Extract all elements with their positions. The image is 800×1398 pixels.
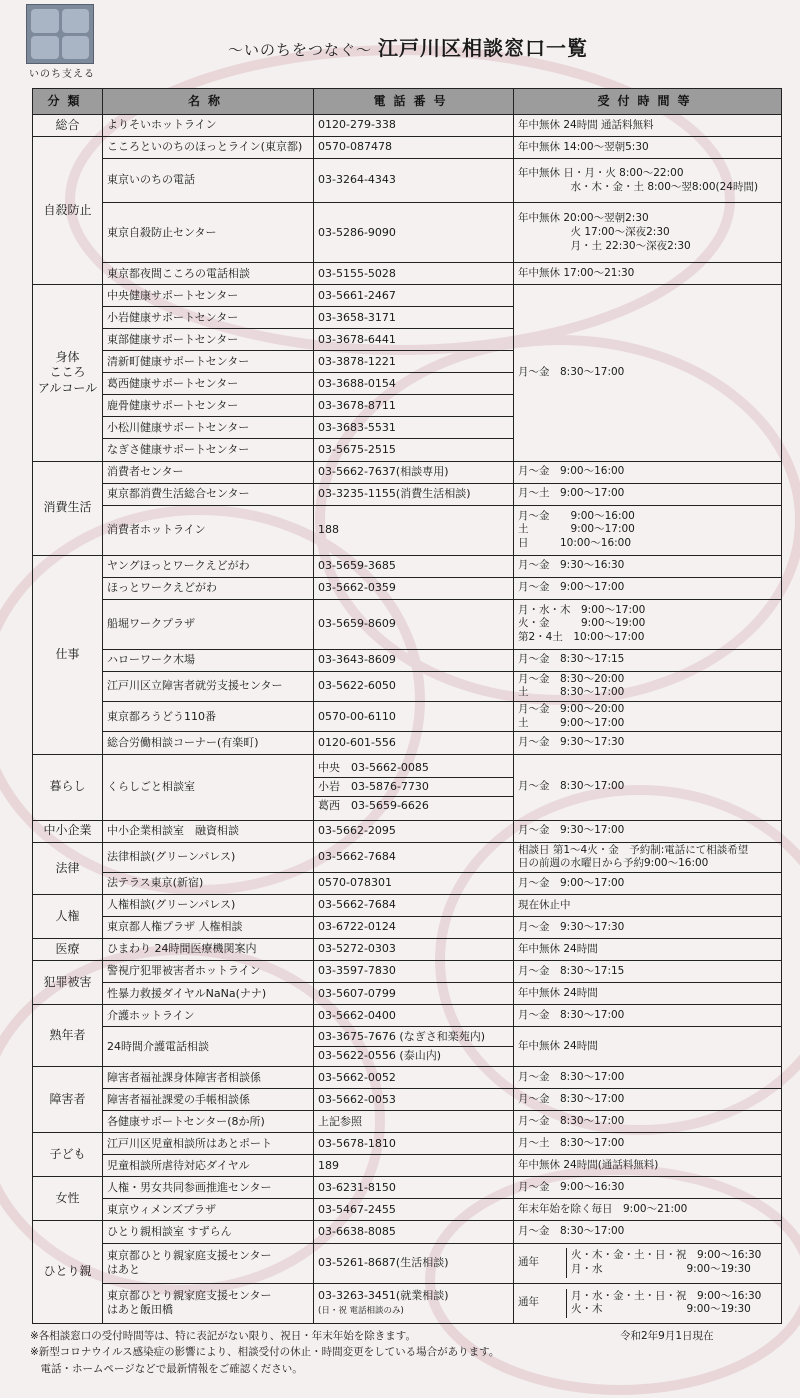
- hours-cell: 年中無休 24時間: [514, 939, 782, 961]
- table-row: [33, 983, 782, 1005]
- table-row: [33, 1089, 782, 1111]
- hours-cell: 月〜金 9:00〜16:30: [514, 1177, 782, 1199]
- hours-cell: 年中無休 日・月・火 8:00〜22:00 水・木・金・土 8:00〜翌8:00(24時間): [514, 159, 782, 203]
- service-name: 東京都夜間こころの電話相談: [103, 263, 314, 285]
- phone-number: 03-3235-1155(消費生活相談): [318, 486, 471, 500]
- service-name: ひとり親相談室 すずらん: [103, 1221, 314, 1243]
- hours-cell: 月〜金 9:00〜16:00 土 9:00〜17:00 日 10:00〜16:00: [514, 505, 782, 555]
- hours-cell: [514, 1243, 782, 1283]
- table-row: [33, 203, 782, 263]
- phone-cell: [314, 439, 514, 461]
- hours-cell: 月〜金 9:30〜16:30: [514, 555, 782, 577]
- service-name: 小岩健康サポートセンター: [103, 307, 314, 329]
- service-name: 警視庁犯罪被害者ホットライン: [103, 961, 314, 983]
- service-name: くらしごと相談室: [103, 754, 314, 820]
- table-row: [33, 1177, 782, 1199]
- hours-split: [514, 1289, 781, 1318]
- service-name: 東京都ひとり親家庭支援センター はあと: [103, 1243, 314, 1283]
- service-name: 東京都ろうどう110番: [103, 702, 314, 732]
- phone-cell: [314, 1005, 514, 1027]
- phone-number: 03-5662-7684: [318, 850, 396, 864]
- footer-note: 電話・ホームページなどで最新情報をご確認ください。: [30, 1362, 303, 1375]
- table-row: [33, 1283, 782, 1323]
- hours-cell: 月〜金 8:30〜17:00: [514, 1221, 782, 1243]
- category-cell: 女性: [33, 1177, 103, 1221]
- service-name: 人権相談(グリーンパレス): [103, 895, 314, 917]
- service-name: こころといのちのほっとライン(東京都): [103, 137, 314, 159]
- service-name: 障害者福祉課身体障害者相談係: [103, 1067, 314, 1089]
- hours-cell: 月〜金 8:30〜17:00: [514, 1111, 782, 1133]
- service-name: 東京自殺防止センター: [103, 203, 314, 263]
- hours-cell: 月〜金 8:30〜17:00: [514, 1067, 782, 1089]
- service-name: ヤングほっとワークえどがわ: [103, 555, 314, 577]
- service-name: 江戸川区児童相談所はあとポート: [103, 1133, 314, 1155]
- table-row: [33, 649, 782, 671]
- category-cell: 身体 こころ アルコール: [33, 285, 103, 461]
- table-row: [33, 263, 782, 285]
- phone-number: 0570-087478: [318, 140, 392, 154]
- hours-cell: 月〜金 8:30〜17:00: [514, 1089, 782, 1111]
- phone-cell: [314, 599, 514, 649]
- table-row: [33, 702, 782, 732]
- hours-cell: 月〜金 9:00〜20:00 土 9:00〜17:00: [514, 702, 782, 732]
- phone-number: 03-5261-8687(生活相談): [318, 1255, 449, 1269]
- category-cell: 仕事: [33, 555, 103, 754]
- phone-cell: [314, 1283, 514, 1323]
- service-name: 法律相談(グリーンパレス): [103, 842, 314, 872]
- phone-cell: [314, 754, 514, 820]
- col-header-name: 名称: [103, 89, 314, 115]
- table-row: [33, 599, 782, 649]
- table-row: [33, 820, 782, 842]
- phone-cell: [314, 505, 514, 555]
- phone-number: 小岩 03-5876-7730: [314, 777, 513, 796]
- phone-cell: [314, 417, 514, 439]
- phone-number: 上記参照: [318, 1114, 362, 1128]
- col-header-hours: 受付時間等: [514, 89, 782, 115]
- phone-number: 03-5662-7684: [318, 898, 396, 912]
- category-cell: 中小企業: [33, 820, 103, 842]
- phone-number: 03-3263-3451(就業相談): [318, 1288, 449, 1302]
- footer-notes: [30, 1328, 499, 1377]
- phone-cell: [314, 577, 514, 599]
- phone-number: 03-5662-7637(相談専用): [318, 464, 449, 478]
- phone-number: 03-5272-0303: [318, 942, 396, 956]
- phone-cell: [314, 1243, 514, 1283]
- logo: [26, 4, 98, 80]
- table-row: [33, 754, 782, 820]
- phone-cell: [314, 1067, 514, 1089]
- hours-cell: 月〜金 8:30〜17:15: [514, 649, 782, 671]
- category-cell: 法律: [33, 842, 103, 894]
- phone-number: 03-3688-0154: [318, 376, 396, 390]
- service-name: 清新町健康サポートセンター: [103, 351, 314, 373]
- table-row: [33, 1133, 782, 1155]
- table-row: [33, 137, 782, 159]
- hours-cell: 月〜金 8:30〜17:15: [514, 961, 782, 983]
- category-cell: 消費生活: [33, 461, 103, 555]
- hours-cell: 月〜金 8:30〜20:00 土 8:30〜17:00: [514, 671, 782, 701]
- phone-cell: [314, 137, 514, 159]
- service-name: 東京都消費生活総合センター: [103, 483, 314, 505]
- service-name: 東京いのちの電話: [103, 159, 314, 203]
- service-name: 鹿骨健康サポートセンター: [103, 395, 314, 417]
- hours-cell: 年末年始を除く毎日 9:00〜21:00: [514, 1199, 782, 1221]
- table-row: [33, 1067, 782, 1089]
- category-cell: 医療: [33, 939, 103, 961]
- phone-number: 03-5659-8609: [318, 617, 396, 631]
- service-name: 東部健康サポートセンター: [103, 329, 314, 351]
- category-cell: 熟年者: [33, 1005, 103, 1067]
- table-row: [33, 285, 782, 307]
- phone-number: 0120-279-338: [318, 118, 396, 132]
- table-row: [33, 1111, 782, 1133]
- table-row: [33, 159, 782, 203]
- phone-split: [314, 1028, 513, 1066]
- phone-cell: [314, 263, 514, 285]
- consultation-table: [32, 88, 782, 1324]
- phone-cell: [314, 1177, 514, 1199]
- category-cell: 障害者: [33, 1067, 103, 1133]
- phone-cell: [314, 285, 514, 307]
- phone-cell: [314, 983, 514, 1005]
- hours-cell: 月〜金 9:00〜17:00: [514, 872, 782, 894]
- phone-cell: [314, 1089, 514, 1111]
- phone-cell: [314, 351, 514, 373]
- phone-number: 03-5678-1810: [318, 1136, 396, 1150]
- service-name: 児童相談所虐待対応ダイヤル: [103, 1155, 314, 1177]
- phone-number: 03-6231-8150: [318, 1180, 396, 1194]
- phone-number: 03-5662-0052: [318, 1070, 396, 1084]
- phone-number: 03-5155-5028: [318, 266, 396, 280]
- phone-cell: [314, 555, 514, 577]
- hours-cell: 月〜金 8:30〜17:00: [514, 285, 782, 461]
- hours-cell: 月〜金 8:30〜17:00: [514, 754, 782, 820]
- table-row: [33, 917, 782, 939]
- phone-cell: [314, 1133, 514, 1155]
- service-name: 東京都人権プラザ 人権相談: [103, 917, 314, 939]
- table-row: [33, 1221, 782, 1243]
- service-name: 小松川健康サポートセンター: [103, 417, 314, 439]
- service-name: ハローワーク木場: [103, 649, 314, 671]
- category-cell: 犯罪被害: [33, 961, 103, 1005]
- phone-cell: [314, 159, 514, 203]
- phone-cell: [314, 203, 514, 263]
- page-title: [228, 32, 588, 61]
- hours-cell: 年中無休 14:00〜翌朝5:30: [514, 137, 782, 159]
- service-name: 船堀ワークプラザ: [103, 599, 314, 649]
- phone-number: 188: [318, 522, 339, 536]
- phone-number: 03-3597-7830: [318, 964, 396, 978]
- service-name: 人権・男女共同参画推進センター: [103, 1177, 314, 1199]
- phone-number: 03-3658-3171: [318, 310, 396, 324]
- phone-cell: [314, 702, 514, 732]
- phone-cell: [314, 842, 514, 872]
- phone-cell: [314, 1111, 514, 1133]
- phone-split: [314, 759, 513, 816]
- phone-number: 189: [318, 1158, 339, 1172]
- phone-number: 03-5662-2095: [318, 823, 396, 837]
- service-name: よりそいホットライン: [103, 115, 314, 137]
- phone-number: 0570-00-6110: [318, 709, 396, 723]
- table-row: [33, 842, 782, 872]
- hours-cell: 月〜金 8:30〜17:00: [514, 1005, 782, 1027]
- phone-number: 葛西 03-5659-6626: [314, 796, 513, 815]
- phone-cell: [314, 649, 514, 671]
- col-header-category: 分類: [33, 89, 103, 115]
- puzzle-logo-icon: [26, 4, 94, 64]
- hours-split: [514, 1248, 781, 1277]
- service-name: ひまわり 24時間医療機関案内: [103, 939, 314, 961]
- hours-cell: 年中無休 24時間: [514, 1027, 782, 1067]
- service-name: ほっとワークえどがわ: [103, 577, 314, 599]
- phone-number: 03-5675-2515: [318, 442, 396, 456]
- as-of-date: 令和2年9月1日現在: [620, 1330, 714, 1342]
- service-name: 障害者福祉課愛の手帳相談係: [103, 1089, 314, 1111]
- phone-number: 03-5622-0556 (泰山内): [314, 1046, 513, 1065]
- service-name: 江戸川区立障害者就労支援センター: [103, 671, 314, 701]
- phone-number: 03-5662-0400: [318, 1008, 396, 1022]
- category-cell: 暮らし: [33, 754, 103, 820]
- hours-cell: 月〜金 9:30〜17:30: [514, 917, 782, 939]
- phone-number: 03-5607-0799: [318, 986, 396, 1000]
- phone-number: 03-3678-6441: [318, 332, 396, 346]
- phone-number: 03-3878-1221: [318, 354, 396, 368]
- phone-cell: [314, 395, 514, 417]
- table-row: [33, 483, 782, 505]
- phone-cell: [314, 1199, 514, 1221]
- table-row: [33, 1155, 782, 1177]
- phone-number: 03-6722-0124: [318, 920, 396, 934]
- phone-cell: [314, 461, 514, 483]
- hours-cell: 月〜金 9:00〜16:00: [514, 461, 782, 483]
- service-name: 消費者センター: [103, 461, 314, 483]
- hours-text: 月・水・金・土・日・祝 9:00〜16:30 火・木 9:00〜19:30: [571, 1289, 762, 1316]
- title-prefix: 〜いのちをつなぐ〜: [228, 41, 373, 59]
- phone-number: 03-3683-5531: [318, 420, 396, 434]
- phone-cell: [314, 872, 514, 894]
- service-name: 介護ホットライン: [103, 1005, 314, 1027]
- table-row: [33, 115, 782, 137]
- service-name: 24時間介護電話相談: [103, 1027, 314, 1067]
- category-cell: 子ども: [33, 1133, 103, 1177]
- phone-note: (日・祝 電話相談のみ): [318, 1306, 404, 1317]
- table-row: [33, 1199, 782, 1221]
- table-row: [33, 1243, 782, 1283]
- hours-cell: 年中無休 17:00〜21:30: [514, 263, 782, 285]
- category-cell: 総合: [33, 115, 103, 137]
- table-row: [33, 939, 782, 961]
- table-row: [33, 1005, 782, 1027]
- hours-cell: 月〜金 9:30〜17:00: [514, 820, 782, 842]
- table-row: [33, 505, 782, 555]
- table-row: [33, 671, 782, 701]
- phone-number: 03-5286-9090: [318, 225, 396, 239]
- hours-cell: 年中無休 24時間 通話料無料: [514, 115, 782, 137]
- phone-cell: [314, 895, 514, 917]
- service-name: 東京ウィメンズプラザ: [103, 1199, 314, 1221]
- hours-cell: 年中無休 24時間(通話料無料): [514, 1155, 782, 1177]
- hours-cell: 現在休止中: [514, 895, 782, 917]
- col-header-phone: 電話番号: [314, 89, 514, 115]
- service-name: 法テラス東京(新宿): [103, 872, 314, 894]
- table-row: [33, 961, 782, 983]
- service-name: 各健康サポートセンター(8か所): [103, 1111, 314, 1133]
- table-row: [33, 732, 782, 754]
- hours-label: 通年: [514, 1248, 567, 1277]
- service-name: なぎさ健康サポートセンター: [103, 439, 314, 461]
- phone-cell: [314, 329, 514, 351]
- hours-cell: 月〜土 8:30〜17:00: [514, 1133, 782, 1155]
- phone-cell: [314, 939, 514, 961]
- table-row: [33, 555, 782, 577]
- phone-cell: [314, 732, 514, 754]
- phone-cell: [314, 671, 514, 701]
- table-header-row: [33, 89, 782, 115]
- phone-number: 03-3675-7676 (なぎさ和楽苑内): [318, 1029, 486, 1043]
- phone-number: 03-5662-0359: [318, 581, 396, 595]
- hours-cell: 月〜土 9:00〜17:00: [514, 483, 782, 505]
- service-name: 中小企業相談室 融資相談: [103, 820, 314, 842]
- hours-cell: 月・水・木 9:00〜17:00 火・金 9:00〜19:00 第2・4土 10:00〜17:00: [514, 599, 782, 649]
- hours-cell: 月〜金 9:00〜17:00: [514, 577, 782, 599]
- footer-note: ※新型コロナウイルス感染症の影響により、相談受付の休止・時間変更をしている場合があります。: [30, 1346, 500, 1359]
- service-name: 東京都ひとり親家庭支援センター はあと飯田橋: [103, 1283, 314, 1323]
- category-cell: ひとり親: [33, 1221, 103, 1324]
- footer-note: ※各相談窓口の受付時間等は、特に表記がない限り、祝日・年末年始を除きます。: [30, 1330, 416, 1342]
- phone-cell: [314, 483, 514, 505]
- phone-cell: [314, 307, 514, 329]
- phone-cell: [314, 1221, 514, 1243]
- phone-number: 0570-078301: [318, 876, 392, 890]
- phone-cell: [314, 373, 514, 395]
- table-row: [33, 895, 782, 917]
- phone-cell: [314, 1027, 514, 1067]
- logo-text: いのち支える: [29, 69, 95, 80]
- hours-cell: 月〜金 9:30〜17:30: [514, 732, 782, 754]
- phone-number: 0120-601-556: [318, 735, 396, 749]
- hours-cell: [514, 1283, 782, 1323]
- phone-number: 03-5467-2455: [318, 1202, 396, 1216]
- hours-cell: 相談日 第1〜4火・金 予約制:電話にて相談希望 日の前週の水曜日から予約9:00〜16:00: [514, 842, 782, 872]
- category-cell: 自殺防止: [33, 137, 103, 285]
- phone-number: 03-6638-8085: [318, 1224, 396, 1238]
- phone-number: 03-5662-0053: [318, 1092, 396, 1106]
- service-name: 葛西健康サポートセンター: [103, 373, 314, 395]
- title-main: 江戸川区相談窓口一覧: [378, 36, 589, 60]
- service-name: 総合労働相談コーナー(有楽町): [103, 732, 314, 754]
- service-name: 中央健康サポートセンター: [103, 285, 314, 307]
- table-row: [33, 577, 782, 599]
- phone-cell: [314, 115, 514, 137]
- phone-number: 03-5622-6050: [318, 679, 396, 693]
- phone-number: 03-3678-8711: [318, 398, 396, 412]
- service-name: 消費者ホットライン: [103, 505, 314, 555]
- phone-number: 中央 03-5662-0085: [318, 760, 429, 774]
- table-row: [33, 872, 782, 894]
- table-row: [33, 1027, 782, 1067]
- category-cell: 人権: [33, 895, 103, 939]
- phone-number: 03-3643-8609: [318, 653, 396, 667]
- table-row: [33, 461, 782, 483]
- phone-cell: [314, 820, 514, 842]
- phone-cell: [314, 961, 514, 983]
- hours-cell: 年中無休 20:00〜翌朝2:30 火 17:00〜深夜2:30 月・土 22:30〜深夜2:30: [514, 203, 782, 263]
- phone-number: 03-5661-2467: [318, 288, 396, 302]
- hours-label: 通年: [514, 1289, 567, 1318]
- phone-number: 03-3264-4343: [318, 173, 396, 187]
- hours-cell: 年中無休 24時間: [514, 983, 782, 1005]
- service-name: 性暴力救援ダイヤルNaNa(ナナ): [103, 983, 314, 1005]
- phone-number: 03-5659-3685: [318, 559, 396, 573]
- phone-cell: [314, 917, 514, 939]
- phone-cell: [314, 1155, 514, 1177]
- hours-text: 火・木・金・土・日・祝 9:00〜16:30 月・水 9:00〜19:30: [571, 1249, 762, 1276]
